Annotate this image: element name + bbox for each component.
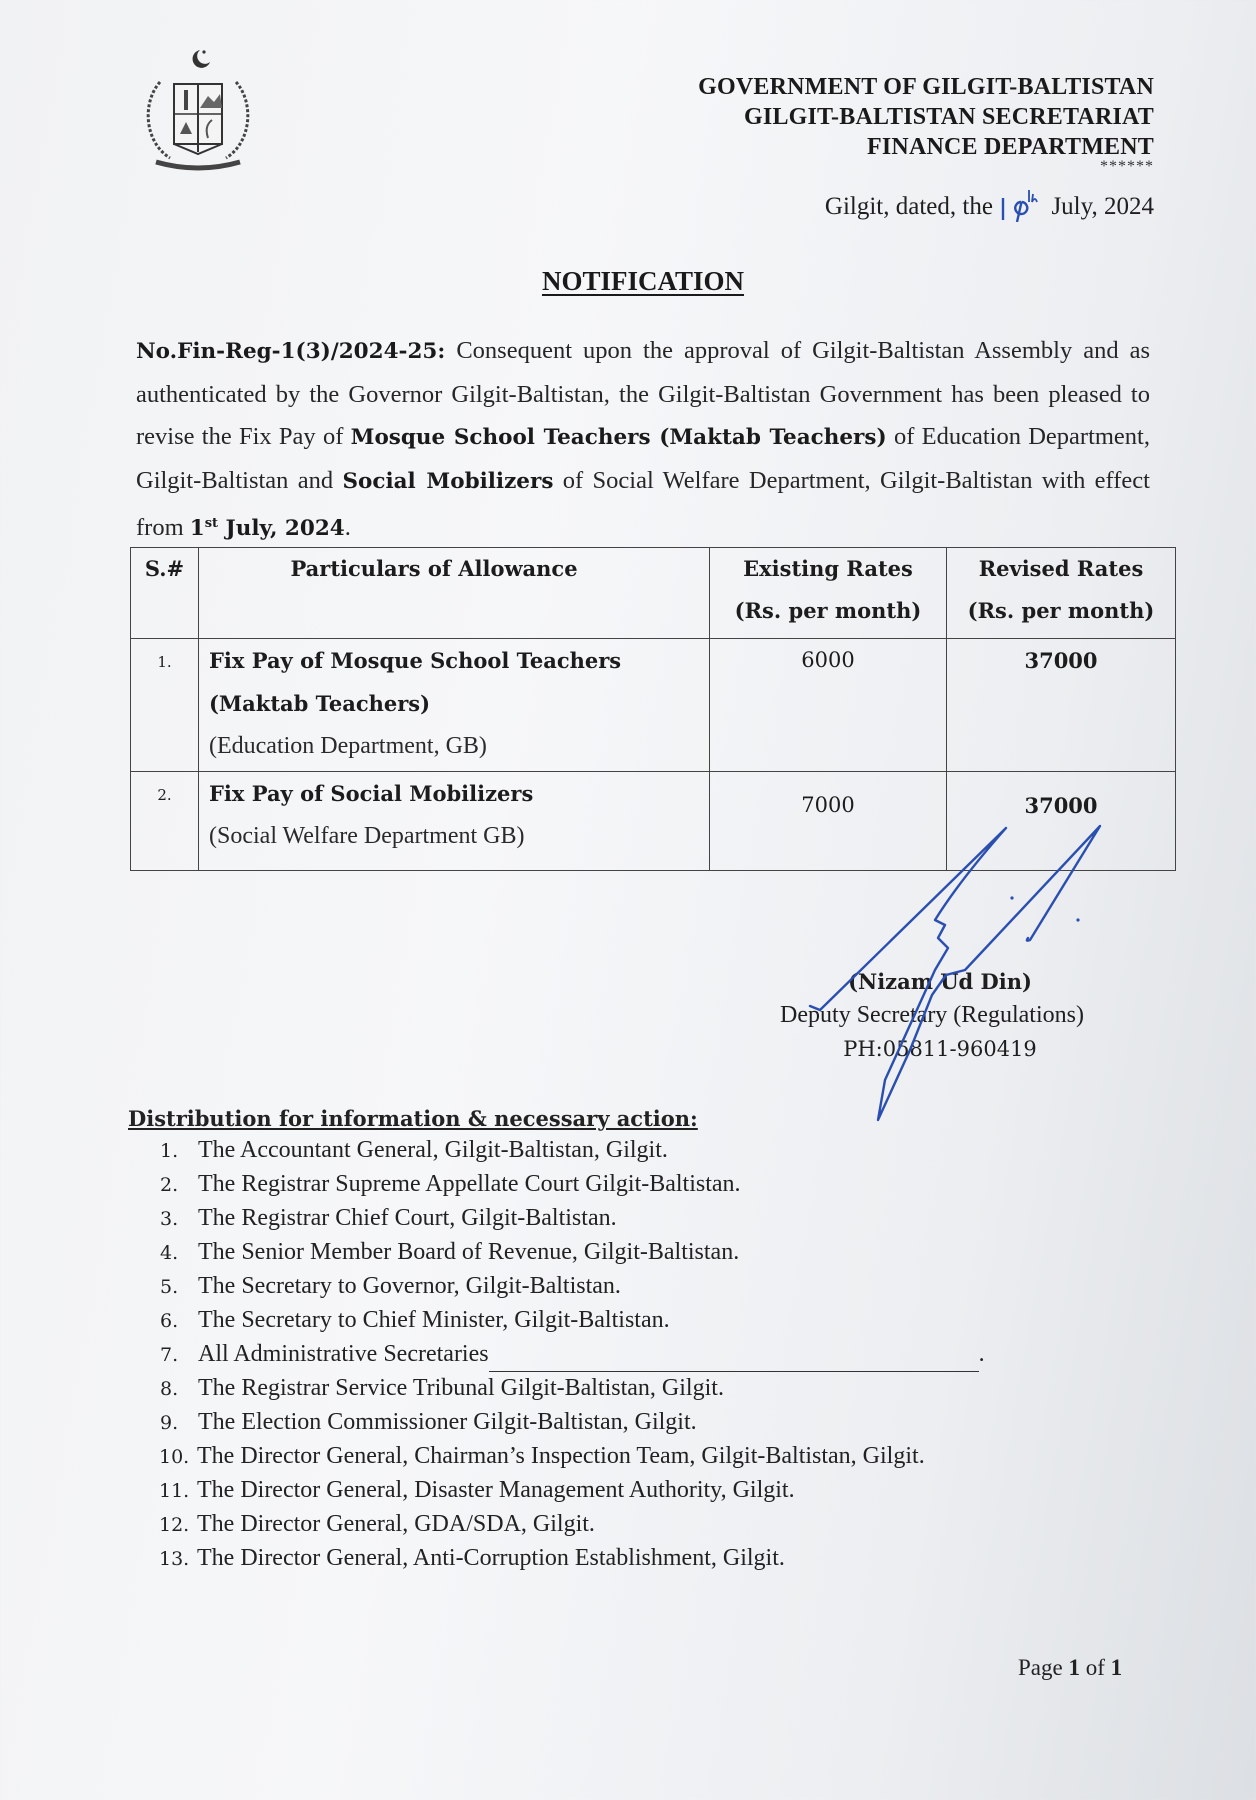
list-item: 3. The Registrar Chief Court, Gilgit-Baltistan. (160, 1205, 617, 1231)
table-row (131, 639, 1176, 772)
col-header-particulars: Particulars of Allowance (199, 548, 710, 639)
date-suffix: July, 2024 (1051, 193, 1154, 220)
handwritten-day (999, 188, 1045, 222)
separator-stars: ****** (1100, 158, 1154, 175)
list-item: 11. The Director General, Disaster Management Authority, Gilgit. (159, 1477, 795, 1503)
body-text-2: of Education Department, Gilgit-Baltistan and (136, 423, 1150, 494)
list-item: 6. The Secretary to Chief Minister, Gilgit-Baltistan. (160, 1307, 670, 1333)
col-header-existing: Existing Rates (Rs. per month) (710, 548, 947, 639)
col-header-sno: S.# (131, 548, 199, 639)
distribution-heading: Distribution for information & necessary action: (128, 1106, 698, 1131)
body-end: . (344, 514, 351, 542)
cell-revised-rate: 37000 (947, 639, 1176, 772)
signatory-phone: PH:05811-960419 (843, 1037, 1037, 1061)
list-item: 12. The Director General, GDA/SDA, Gilgit. (159, 1511, 595, 1537)
notification-body (136, 330, 1150, 551)
body-text-3: of Social Welfare Department, Gilgit-Baltistan with effect from (136, 466, 1150, 542)
government-emblem-icon (138, 42, 258, 182)
letterhead (698, 72, 1154, 162)
list-item: 8. The Registrar Service Tribunal Gilgit-Baltistan, Gilgit. (160, 1375, 724, 1401)
letterhead-government: GOVERNMENT OF GILGIT-BALTISTAN (698, 74, 1154, 100)
list-item: 2. The Registrar Supreme Appellate Court Gilgit-Baltistan. (160, 1171, 741, 1197)
document-date (825, 188, 1154, 222)
cell-particulars: Fix Pay of Social Mobilizers (Social Welfare Department GB) (199, 772, 710, 871)
distribution-list (160, 1134, 985, 1576)
cell-revised-rate: 37000 (947, 772, 1176, 871)
effective-date: 1st July, 2024 (189, 516, 345, 542)
date-prefix: Gilgit, dated, the (824, 193, 993, 220)
signatory-name: (Nizam Ud Din) (848, 969, 1032, 994)
cell-particulars: Fix Pay of Mosque School Teachers (Maktab Teachers) (Education Department, GB) (199, 639, 710, 772)
body-bold-2: Social Mobilizers (342, 468, 554, 494)
notification-title: NOTIFICATION (541, 266, 745, 296)
reference-number: No.Fin-Reg-1(3)/2024-25: (136, 339, 446, 364)
cell-sno: 2. (131, 772, 199, 871)
cell-existing-rate: 6000 (710, 639, 947, 772)
cell-existing-rate: 7000 (710, 772, 947, 871)
letterhead-secretariat: GILGIT-BALTISTAN SECRETARIAT (744, 104, 1154, 130)
blank-line (489, 1349, 979, 1372)
list-item: 7. All Administrative Secretaries . (160, 1338, 985, 1372)
list-item: 9. The Election Commissioner Gilgit-Baltistan, Gilgit. (160, 1409, 697, 1435)
body-text-1: Consequent upon the approval of Gilgit-Baltistan Assembly and as authenticated by the Governor Gilgit-Baltistan, the Gilgit-Baltistan Government has been pleased to revise the Fix Pay of (136, 337, 1150, 450)
allowance-table (130, 547, 1176, 871)
body-bold-1: Mosque School Teachers (Maktab Teachers) (350, 425, 887, 450)
table-header-row (131, 548, 1176, 639)
table-row (131, 772, 1176, 871)
list-item: 4. The Senior Member Board of Revenue, Gilgit-Baltistan. (160, 1239, 740, 1265)
list-item: 10. The Director General, Chairman’s Inspection Team, Gilgit-Baltistan, Gilgit. (159, 1443, 925, 1469)
signatory-designation: Deputy Secretary (Regulations) (780, 1002, 1084, 1028)
list-item: 5. The Secretary to Governor, Gilgit-Baltistan. (160, 1273, 621, 1299)
cell-sno: 1. (131, 639, 199, 772)
signatory-block (740, 966, 1140, 1066)
col-header-revised: Revised Rates (Rs. per month) (947, 548, 1176, 639)
list-item: 13. The Director General, Anti-Corruption Establishment, Gilgit. (159, 1545, 785, 1571)
page-number: Page 1 of 1 (1018, 1655, 1123, 1680)
letterhead-department: FINANCE DEPARTMENT (867, 134, 1154, 160)
list-item: 1. The Accountant General, Gilgit-Baltistan, Gilgit. (160, 1137, 668, 1163)
